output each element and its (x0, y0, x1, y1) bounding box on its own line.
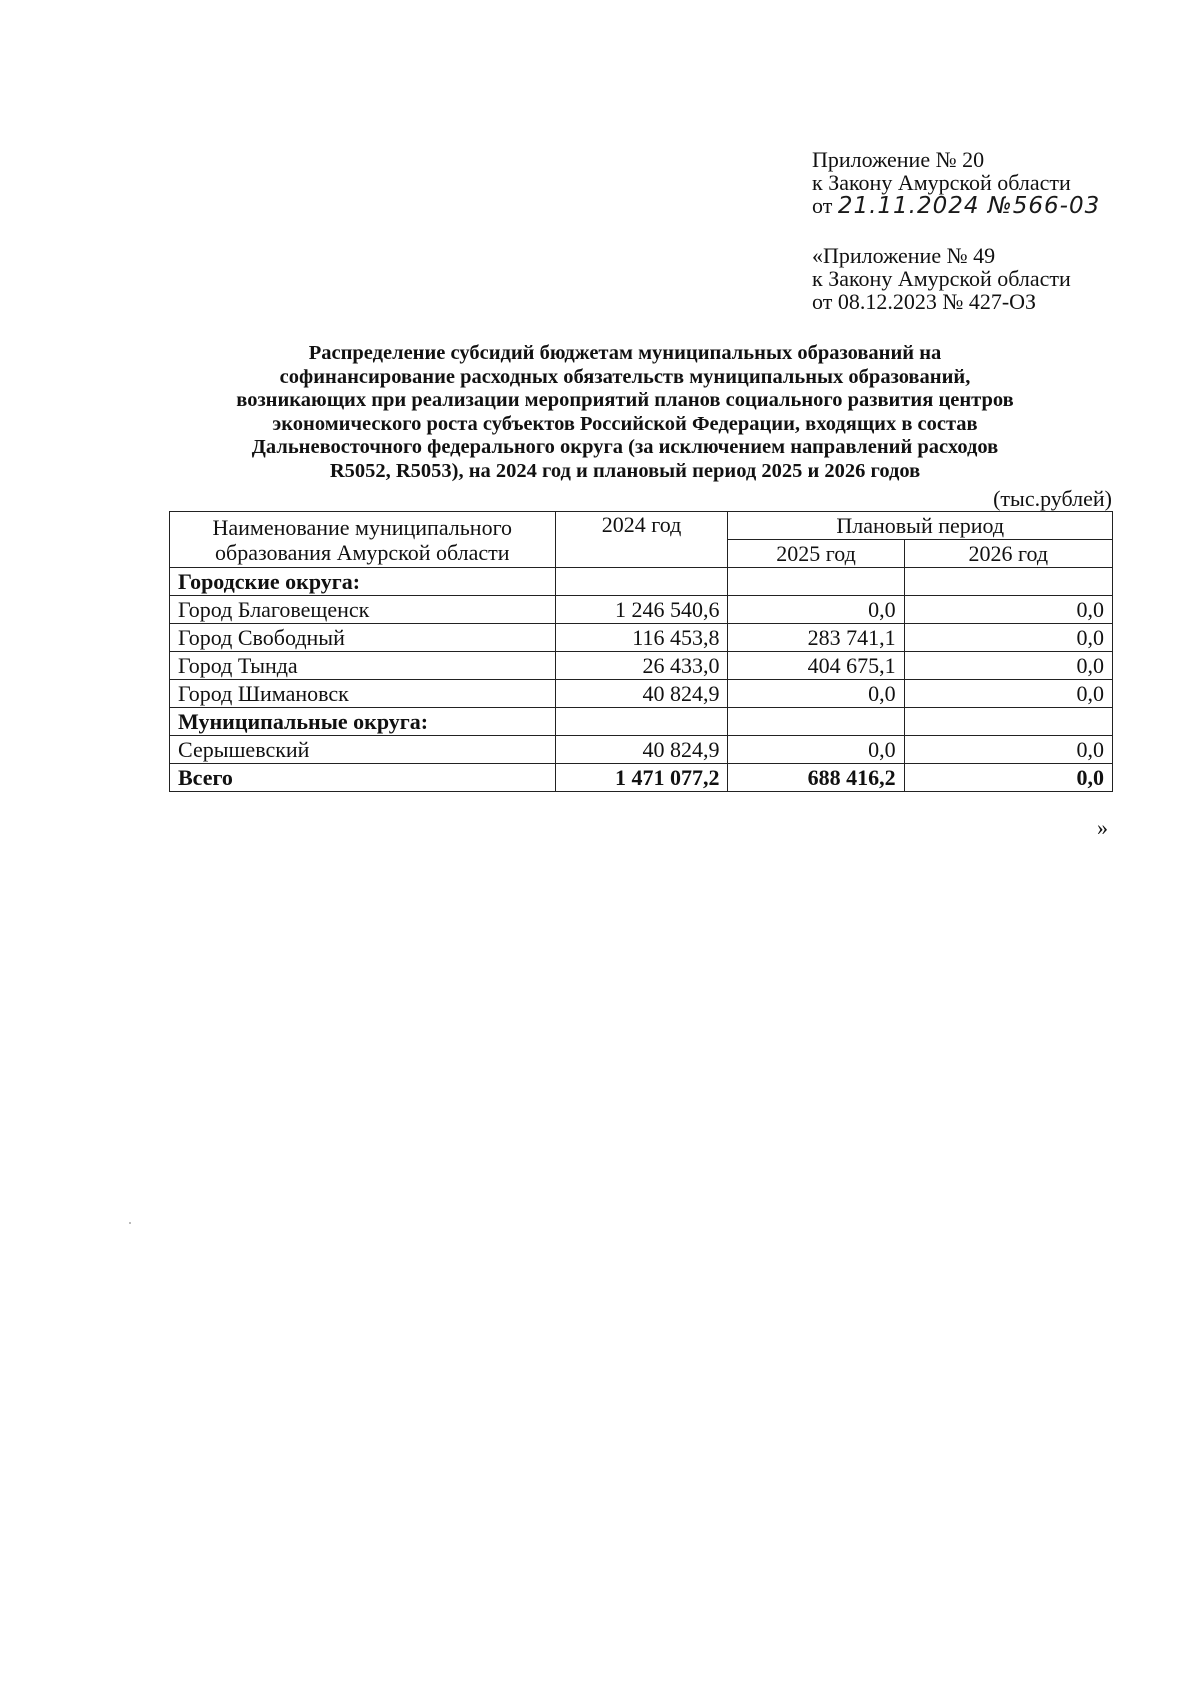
empty-cell (728, 708, 904, 736)
row-2025: 0,0 (728, 596, 904, 624)
document-title (150, 342, 1100, 483)
original-appendix-header (812, 244, 1071, 313)
row-2024: 40 824,9 (555, 736, 728, 764)
total-2026: 0,0 (904, 764, 1112, 792)
appendix-header (812, 148, 1100, 218)
table-row (170, 680, 1113, 708)
row-2024: 1 246 540,6 (555, 596, 728, 624)
row-2026: 0,0 (904, 652, 1112, 680)
section-row-municipal (170, 708, 1113, 736)
total-row (170, 764, 1113, 792)
row-2026: 0,0 (904, 736, 1112, 764)
section-row-urban (170, 568, 1113, 596)
row-2024: 26 433,0 (555, 652, 728, 680)
title-line: возникающих при реализации мероприятий планов социального развития центров (236, 389, 1014, 411)
total-label: Всего (170, 764, 556, 792)
empty-cell (555, 568, 728, 596)
row-name: Серышевский (170, 736, 556, 764)
row-2025: 283 741,1 (728, 624, 904, 652)
empty-cell (555, 708, 728, 736)
table-row (170, 624, 1113, 652)
scan-speck (129, 1222, 131, 1224)
appendix-law-reference: к Закону Амурской области (812, 170, 1071, 195)
empty-cell (904, 708, 1112, 736)
empty-cell (904, 568, 1112, 596)
table-row (170, 596, 1113, 624)
row-2025: 404 675,1 (728, 652, 904, 680)
row-name: Город Благовещенск (170, 596, 556, 624)
total-2025: 688 416,2 (728, 764, 904, 792)
header-name-cell (170, 512, 556, 568)
row-2026: 0,0 (904, 680, 1112, 708)
row-2024: 116 453,8 (555, 624, 728, 652)
original-appendix-number: «Приложение № 49 (812, 243, 996, 268)
row-2025: 0,0 (728, 680, 904, 708)
section-label: Муниципальные округа: (170, 708, 556, 736)
header-2026: 2026 год (904, 540, 1112, 568)
header-name-line2: образования Амурской области (215, 539, 510, 565)
title-line: Дальневосточного федерального округа (за исключением направлений расходов (251, 436, 999, 458)
header-planning-period: Плановый период (728, 512, 1113, 540)
appendix-date-line (812, 194, 1100, 218)
title-line: софинансирование расходных обязательств муниципальных образований, (279, 365, 971, 388)
title-line: Распределение субсидий бюджетам муниципальных образований на (308, 342, 942, 364)
handwritten-date-number: 21.11.2024 №566-03 (837, 193, 1101, 219)
date-prefix: от (812, 193, 833, 218)
row-2026: 0,0 (904, 596, 1112, 624)
empty-cell (728, 568, 904, 596)
row-name: Город Тында (170, 652, 556, 680)
row-2026: 0,0 (904, 624, 1112, 652)
title-line: экономического роста субъектов Российской Федерации, входящих в состав (272, 412, 978, 435)
table-row (170, 736, 1113, 764)
row-2024: 40 824,9 (555, 680, 728, 708)
closing-quote-mark: » (1097, 815, 1108, 840)
section-label: Городские округа: (170, 568, 556, 596)
table-header-row (170, 512, 1113, 540)
row-name: Город Шимановск (170, 680, 556, 708)
appendix-number: Приложение № 20 (812, 147, 985, 172)
units-label: (тыс.рублей) (993, 486, 1112, 511)
title-line: R5052, R5053), на 2024 год и плановый период 2025 и 2026 годов (329, 459, 921, 482)
row-2025: 0,0 (728, 736, 904, 764)
subsidy-table (169, 511, 1113, 792)
original-appendix-law-reference: к Закону Амурской области (812, 266, 1071, 291)
total-2024: 1 471 077,2 (555, 764, 728, 792)
header-2024: 2024 год (555, 512, 728, 568)
header-2025: 2025 год (728, 540, 904, 568)
row-name: Город Свободный (170, 624, 556, 652)
table-row (170, 652, 1113, 680)
original-appendix-date: от 08.12.2023 № 427-ОЗ (812, 289, 1037, 314)
header-name-line1: Наименование муниципального (212, 514, 513, 540)
